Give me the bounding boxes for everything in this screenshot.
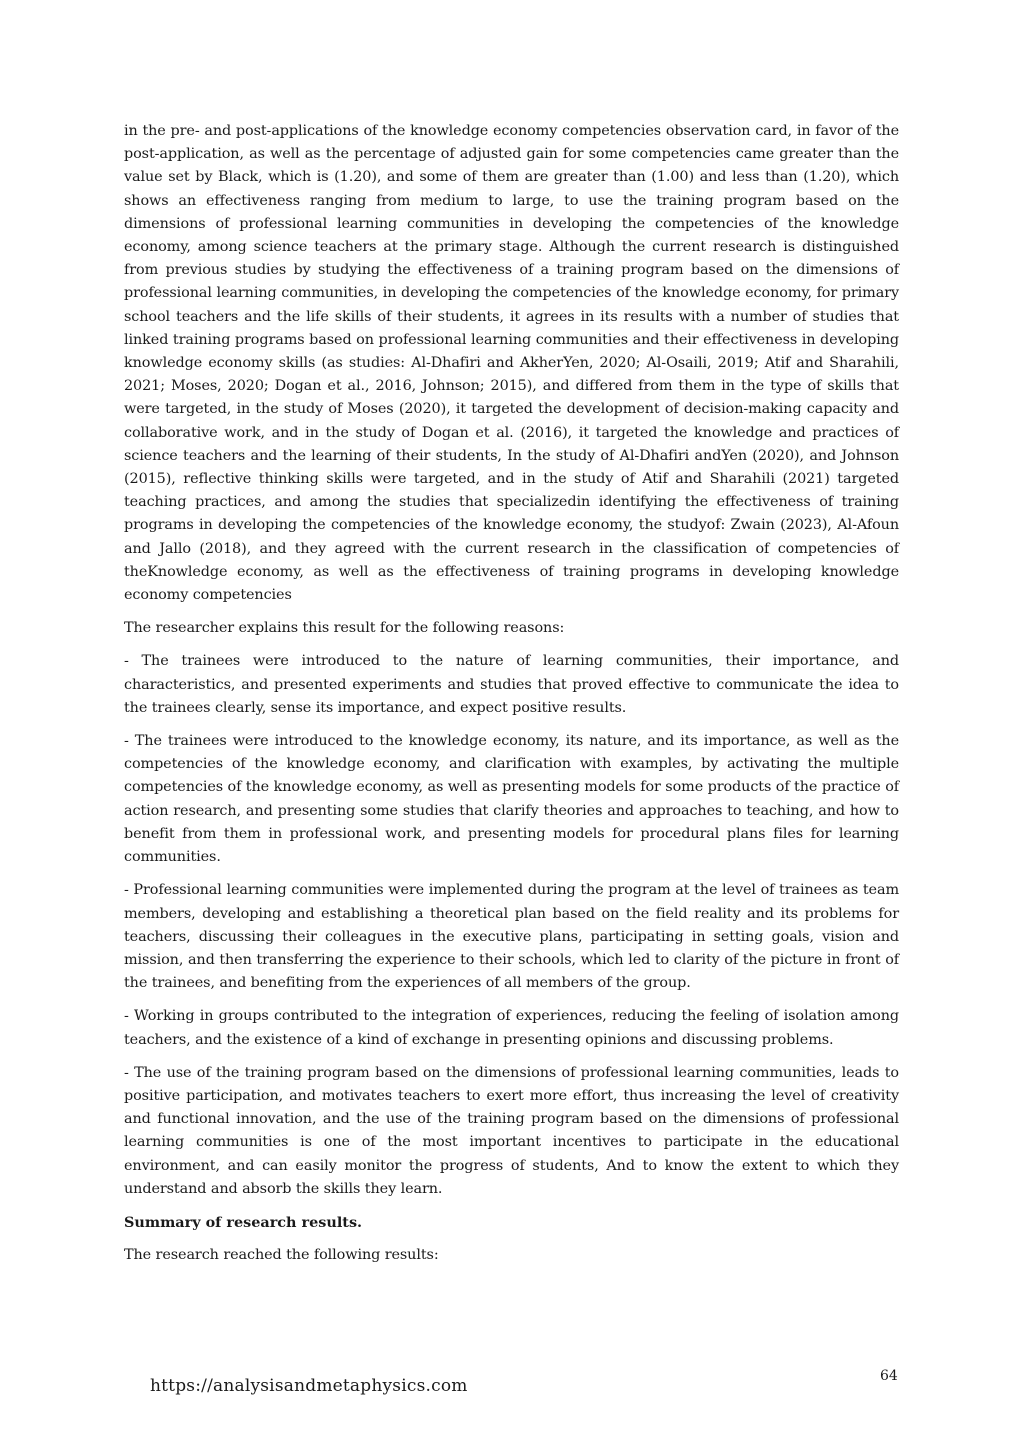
body-paragraph: - The trainees were introduced to the nature of learning communities, their importance, and characteristics, and presented experiments and studies that proved effective to communicate the idea to the trainees clearly, sense its importance, and expect positive results. — [124, 653, 899, 716]
footer-url-link[interactable]: https://analysisandmetaphysics.com — [150, 1376, 468, 1396]
body-paragraph: - The trainees were introduced to the knowledge economy, its nature, and its importance, as well as the competencies of the knowledge economy, and clarification with examples, by activating the multiple competencies of the knowledge economy, as well as presenting models for some products of the practice of action research, and presenting some studies that clarify theories and approaches to teaching, and how to benefit from them in professional work, and presenting models for procedural plans files for learning communities. — [124, 733, 899, 866]
page-body — [124, 120, 899, 1277]
section-heading: Summary of research results. — [124, 1213, 363, 1231]
body-paragraph: - The use of the training program based on the dimensions of professional learning communities, leads to positive participation, and motivates teachers to exert more effort, thus increasing the level of creativity and functional innovation, and the use of the training program based on the dimensions of professional learning communities is one of the most important incentives to participate in the educational environment, and can easily monitor the progress of students, And to know the extent to which they understand and absorb the skills they learn. — [124, 1064, 899, 1197]
body-paragraph: - Working in groups contributed to the integration of experiences, reducing the feeling of isolation among teachers, and the existence of a kind of exchange in presenting opinions and discussing problems. — [124, 1008, 899, 1048]
body-paragraph: in the pre- and post-applications of the knowledge economy competencies observation card, in favor of the post-application, as well as the percentage of adjusted gain for some competencies came greater than the value set by Black, which is (1.20), and some of them are greater than (1.00) and less than (1.20), which shows an effectiveness ranging from medium to large, to use the training program based on the dimensions of professional learning communities in developing the competencies of the knowledge economy, among science teachers at the primary stage. Although the current research is distinguished from previous studies by studying the effectiveness of a training program based on the dimensions of professional learning communities, in developing the competencies of the knowledge economy, for primary school teachers and the life skills of their students, it agrees in its results with a number of studies that linked training programs based on professional learning communities and their effectiveness in developing knowledge economy skills (as studies: Al-Dhafiri and AkherYen, 2020; Al-Osaili, 2019; Atif and Sharahili, 2021; Moses, 2020; Dogan et al., 2016, Johnson; 2015), and differed from them in the type of skills that were targeted, in the study of Moses (2020), it targeted the development of decision-making capacity and collaborative work, and in the study of Dogan et al. (2016), it targeted the knowledge and practices of science teachers and the learning of their students, In the study of Al-Dhafiri andYen (2020), and Johnson (2015), reflective thinking skills were targeted, and in the study of Atif and Sharahili (2021) targeted teaching practices, and among the studies that specializedin identifying the effectiveness of training programs in developing the competencies of the knowledge economy, the studyof: Zwain (2023), Al-Afoun and Jallo (2018), and they agreed with the current research in the classification of competencies of theKnowledge economy, as well as the effectiveness of training programs in developing knowledge economy competencies — [124, 123, 899, 604]
page-number: 64 — [880, 1368, 898, 1384]
body-paragraph: The researcher explains this result for the following reasons: — [124, 620, 565, 637]
body-paragraph: - Professional learning communities were implemented during the program at the level of trainees as team members, developing and establishing a theoretical plan based on the field reality and its problems for teachers, discussing their colleagues in the executive plans, participating in setting goals, vision and mission, and then transferring the experience to their schools, which led to clarity of the picture in front of the trainees, and benefiting from the experiences of all members of the group. — [124, 882, 899, 992]
body-paragraph: The research reached the following results: — [124, 1247, 439, 1264]
